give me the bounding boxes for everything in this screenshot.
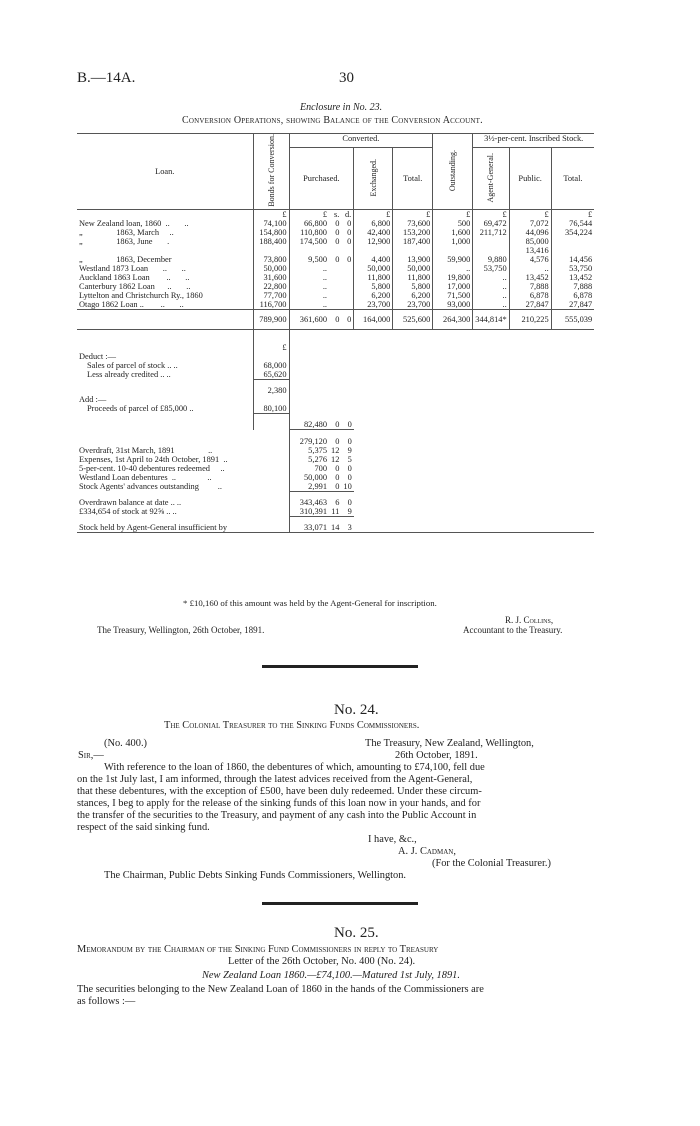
currency-mark: £ bbox=[433, 210, 473, 220]
letter-addressee: The Chairman, Public Debts Sinking Funds Commissioners, Wellington. bbox=[104, 870, 407, 881]
exchanged-value: 42,400 bbox=[354, 228, 393, 237]
header-public: Public. bbox=[509, 148, 551, 210]
purchased-value: .. bbox=[289, 282, 329, 291]
bonds-value: 188,400 bbox=[253, 237, 289, 246]
total-exchanged: 164,000 bbox=[354, 310, 393, 330]
header-total: Total. bbox=[393, 148, 433, 210]
purchased-s bbox=[329, 273, 341, 282]
account-item-value: 50,000 bbox=[289, 473, 329, 482]
net-sum-s: 0 bbox=[335, 420, 340, 429]
net-sum-d: 0 bbox=[347, 420, 352, 429]
purchased-value: 174,500 bbox=[289, 237, 329, 246]
table-row bbox=[77, 246, 594, 255]
bonds-value: 73,800 bbox=[253, 255, 289, 264]
bonds-value: 77,700 bbox=[253, 291, 289, 300]
loan-name: Lyttelton and Christchurch Ry., 1860 bbox=[79, 291, 203, 300]
letter-address: The Treasury, New Zealand, Wellington, bbox=[365, 738, 534, 749]
currency-mark: s. bbox=[334, 210, 340, 219]
add-label: Add :— bbox=[79, 395, 107, 404]
currency-mark: £ bbox=[289, 210, 329, 220]
letter-salutation: Sir,— bbox=[78, 750, 104, 761]
exchanged-value: 50,000 bbox=[354, 264, 393, 273]
public-value: 7,888 bbox=[509, 282, 551, 291]
outstanding-value: 1,600 bbox=[433, 228, 473, 237]
page-number: 30 bbox=[339, 70, 354, 86]
converted-total: 5,800 bbox=[393, 282, 433, 291]
net-sum: 82,480 bbox=[289, 414, 329, 430]
currency-mark: £ bbox=[393, 210, 433, 220]
stock-total: 14,456 bbox=[551, 255, 594, 264]
header-agent-general: Agent-General. bbox=[486, 152, 496, 203]
total-stock: 555,039 bbox=[551, 310, 594, 330]
credited-label: Less already credited .. .. bbox=[87, 369, 171, 379]
table-row bbox=[77, 282, 594, 291]
total-bonds: 789,900 bbox=[253, 310, 289, 330]
header-purchased: Purchased. bbox=[289, 148, 354, 210]
bonds-value: 74,100 bbox=[253, 219, 289, 228]
outstanding-value: 500 bbox=[433, 219, 473, 228]
purchased-d bbox=[341, 282, 353, 291]
purchased-d: 0 bbox=[347, 228, 352, 237]
currency-mark: £ bbox=[551, 210, 594, 220]
treasury-date: The Treasury, Wellington, 26th October, 1891. bbox=[97, 625, 265, 635]
total-purchased: 361,600 bbox=[289, 310, 329, 330]
purchased-s: 0 bbox=[335, 237, 340, 246]
public-value: 13,416 bbox=[509, 246, 551, 255]
letter-line: that these debentures, with the exception of £500, have been duly redeemed. Under these circum- bbox=[77, 786, 482, 797]
purchased-value bbox=[289, 246, 329, 255]
purchased-s: 0 bbox=[335, 228, 340, 237]
exchanged-value: 12,900 bbox=[354, 237, 393, 246]
header-converted: Converted. bbox=[289, 134, 433, 148]
public-value: 6,878 bbox=[509, 291, 551, 300]
letter-ref: (No. 400.) bbox=[104, 738, 147, 749]
sales-value: 68,000 bbox=[253, 361, 289, 370]
account-item-label: 5-per-cent. 10-40 debentures redeemed .. bbox=[79, 463, 225, 473]
table-row bbox=[77, 255, 594, 264]
stock-total: 27,847 bbox=[551, 300, 594, 310]
bonds-value: 22,800 bbox=[253, 282, 289, 291]
outstanding-value bbox=[433, 246, 473, 255]
public-value: 44,096 bbox=[509, 228, 551, 237]
account-item-s: 0 bbox=[335, 481, 340, 491]
account-item-label: Expenses, 1st April to 24th October, 1891 .. bbox=[79, 454, 228, 464]
account-item-s: 0 bbox=[335, 463, 340, 473]
credited-value: 65,620 bbox=[253, 370, 289, 380]
stock-value-d: 9 bbox=[347, 507, 352, 516]
account-item-row bbox=[77, 455, 594, 464]
header-bonds: Bonds for Conversion. bbox=[266, 134, 276, 207]
purchased-s bbox=[329, 264, 341, 273]
sales-label: Sales of parcel of stock .. .. bbox=[87, 360, 178, 370]
outstanding-value: 59,900 bbox=[433, 255, 473, 264]
table-row bbox=[77, 273, 594, 282]
public-value: 13,452 bbox=[509, 273, 551, 282]
insufficient-value-d: 3 bbox=[341, 517, 353, 533]
account-item-d: 9 bbox=[347, 445, 352, 455]
loan-name: Canterbury 1862 Loan .. .. bbox=[79, 282, 191, 291]
purchased-d bbox=[341, 246, 353, 255]
currency-mark: £ bbox=[253, 210, 289, 220]
purchased-d: 0 bbox=[347, 219, 352, 228]
agent-general-value: .. bbox=[473, 300, 509, 310]
loan-name bbox=[77, 246, 253, 255]
stock-total: 7,888 bbox=[551, 282, 594, 291]
purchased-value: 110,800 bbox=[289, 228, 329, 237]
stock-value: 310,391 bbox=[289, 507, 329, 517]
purchased-value: 66,800 bbox=[289, 219, 329, 228]
letter-line: stances, I beg to apply for the release of the sinking funds of this loan now in your hands, and for bbox=[77, 798, 481, 809]
header-exchanged: Exchanged. bbox=[368, 158, 378, 197]
bonds-value: 31,600 bbox=[253, 273, 289, 282]
section-heading-24: No. 24. bbox=[334, 702, 379, 718]
outstanding-value: 93,000 bbox=[433, 300, 473, 310]
bonds-value bbox=[253, 246, 289, 255]
balance-sum-d: 0 bbox=[341, 430, 353, 446]
public-value: 85,000 bbox=[509, 237, 551, 246]
account-item-row bbox=[77, 473, 594, 482]
letter-line: With reference to the loan of 1860, the debentures of which, amounting to £74,100, fell due bbox=[104, 762, 485, 773]
loan-name: Auckland 1863 Loan .. .. bbox=[79, 273, 190, 282]
converted-total: 13,900 bbox=[393, 255, 433, 264]
converted-total bbox=[393, 246, 433, 255]
account-item-d: 0 bbox=[347, 463, 352, 473]
purchased-d bbox=[341, 264, 353, 273]
converted-total: 50,000 bbox=[393, 264, 433, 273]
letter-closing: I have, &c., bbox=[368, 834, 417, 845]
letter-line: on the 1st July last, I am informed, through the latest advices received from the Agent-General, bbox=[77, 774, 473, 785]
balance-sum-s: 0 bbox=[329, 430, 341, 446]
conversion-table bbox=[77, 133, 594, 533]
signature-title: Accountant to the Treasury. bbox=[463, 625, 563, 635]
exchanged-value: 6,800 bbox=[354, 219, 393, 228]
agent-general-value: 53,750 bbox=[473, 264, 509, 273]
stock-total: 354,224 bbox=[551, 228, 594, 237]
agent-general-value: 9,880 bbox=[473, 255, 509, 264]
table-row bbox=[77, 300, 594, 310]
stock-total: 13,452 bbox=[551, 273, 594, 282]
letter-signer-role: (For the Colonial Treasurer.) bbox=[432, 858, 551, 869]
purchased-d bbox=[341, 300, 353, 310]
letter-line: respect of the said sinking fund. bbox=[77, 822, 210, 833]
loan-name: Westland 1873 Loan .. .. bbox=[79, 264, 186, 273]
letter-date: 26th October, 1891. bbox=[395, 750, 478, 761]
account-item-label: Overdraft, 31st March, 1891 .. bbox=[79, 445, 213, 455]
memo-body-2: as follows :— bbox=[77, 996, 136, 1007]
public-value: 7,072 bbox=[509, 219, 551, 228]
header-inscribed: 3½-per-cent. Inscribed Stock. bbox=[473, 134, 594, 148]
account-item-value: 700 bbox=[289, 464, 329, 473]
proceeds-label: Proceeds of parcel of £85,000 .. bbox=[87, 404, 194, 413]
section-heading-25: No. 25. bbox=[334, 925, 379, 941]
account-item-s: 12 bbox=[331, 454, 340, 464]
balance-sum: 279,120 bbox=[289, 430, 329, 446]
converted-total: 23,700 bbox=[393, 300, 433, 310]
total-purchased-d: 0 bbox=[347, 315, 352, 324]
total-purchased-s: 0 bbox=[335, 315, 340, 324]
currency-mark: £ bbox=[354, 210, 393, 220]
purchased-value: .. bbox=[289, 264, 329, 273]
header-loan: Loan. bbox=[155, 167, 175, 176]
purchased-s bbox=[329, 300, 341, 310]
total-converted: 525,600 bbox=[393, 310, 433, 330]
letter-signer: A. J. Cadman, bbox=[398, 846, 456, 857]
account-item-value: 5,276 bbox=[289, 455, 329, 464]
loan-name: „ 1863, March .. bbox=[79, 228, 174, 237]
purchased-s bbox=[329, 291, 341, 300]
purchased-d bbox=[341, 273, 353, 282]
stock-total bbox=[551, 246, 594, 255]
memo-line-2: Letter of the 26th October, No. 400 (No. 24). bbox=[228, 956, 416, 967]
account-item-row bbox=[77, 464, 594, 473]
outstanding-value: 71,500 bbox=[433, 291, 473, 300]
loan-name: Otago 1862 Loan .. .. .. bbox=[79, 300, 184, 309]
purchased-d: 0 bbox=[347, 237, 352, 246]
converted-total: 11,800 bbox=[393, 273, 433, 282]
overdrawn-value-s: 6 bbox=[329, 491, 341, 507]
divider bbox=[262, 902, 418, 905]
currency-mark: £ bbox=[253, 330, 289, 352]
purchased-value: 9,500 bbox=[289, 255, 329, 264]
account-item-row bbox=[77, 446, 594, 455]
proceeds-value: 80,100 bbox=[253, 404, 289, 414]
agent-general-value bbox=[473, 237, 509, 246]
footnote: * £10,160 of this amount was held by the Agent-General for inscription. bbox=[183, 598, 437, 608]
table-row bbox=[77, 291, 594, 300]
converted-total: 6,200 bbox=[393, 291, 433, 300]
agent-general-value: 69,472 bbox=[473, 219, 509, 228]
outstanding-value: .. bbox=[433, 264, 473, 273]
outstanding-value: 17,000 bbox=[433, 282, 473, 291]
account-item-row bbox=[77, 482, 594, 492]
exchanged-value: 4,400 bbox=[354, 255, 393, 264]
currency-mark: £ bbox=[473, 210, 509, 220]
loan-name: „ 1863, December bbox=[79, 255, 172, 264]
stock-value-s: 11 bbox=[331, 507, 340, 516]
purchased-s bbox=[329, 282, 341, 291]
exchanged-value: 11,800 bbox=[354, 273, 393, 282]
converted-total: 187,400 bbox=[393, 237, 433, 246]
converted-total: 153,200 bbox=[393, 228, 433, 237]
insufficient-value-s: 14 bbox=[329, 517, 341, 533]
currency-mark: d. bbox=[344, 210, 352, 219]
bonds-value: 154,800 bbox=[253, 228, 289, 237]
purchased-s bbox=[329, 246, 341, 255]
stock-total: 53,750 bbox=[551, 264, 594, 273]
account-item-value: 2,991 bbox=[289, 482, 329, 492]
table-caption: Conversion Operations, showing Balance of the Conversion Account. bbox=[182, 115, 483, 126]
purchased-value: .. bbox=[289, 273, 329, 282]
public-value: .. bbox=[509, 264, 551, 273]
divider bbox=[262, 665, 418, 668]
exchanged-value: 23,700 bbox=[354, 300, 393, 310]
currency-mark: £ bbox=[509, 210, 551, 220]
stock-total bbox=[551, 237, 594, 246]
agent-general-value: .. bbox=[473, 273, 509, 282]
outstanding-value: 1,000 bbox=[433, 237, 473, 246]
header-total-stock: Total. bbox=[551, 148, 594, 210]
account-item-d: 5 bbox=[347, 454, 352, 464]
memo-line-1: Memorandum by the Chairman of the Sinking Fund Commissioners in reply to Treasury bbox=[77, 944, 439, 955]
stock-total: 76,544 bbox=[551, 219, 594, 228]
loan-name: „ 1863, June . bbox=[79, 237, 170, 246]
account-item-value: 5,375 bbox=[289, 446, 329, 455]
table-row bbox=[77, 264, 594, 273]
total-agent-general: 344,814* bbox=[473, 310, 509, 330]
account-item-d: 10 bbox=[343, 481, 352, 491]
stock-total: 6,878 bbox=[551, 291, 594, 300]
overdrawn-value-d: 0 bbox=[341, 491, 353, 507]
overdrawn-label: Overdrawn balance at date .. .. bbox=[79, 498, 182, 507]
account-item-s: 0 bbox=[335, 472, 340, 482]
purchased-value: .. bbox=[289, 291, 329, 300]
difference-value: 2,380 bbox=[253, 379, 289, 395]
total-public: 210,225 bbox=[509, 310, 551, 330]
public-value: 27,847 bbox=[509, 300, 551, 310]
purchased-s: 0 bbox=[335, 255, 340, 264]
page-reference: B.—14A. bbox=[77, 70, 136, 86]
converted-total: 73,600 bbox=[393, 219, 433, 228]
bonds-value: 116,700 bbox=[253, 300, 289, 310]
agent-general-value: 211,712 bbox=[473, 228, 509, 237]
table-row bbox=[77, 219, 594, 228]
bonds-value: 50,000 bbox=[253, 264, 289, 273]
signature-name: R. J. Collins, bbox=[505, 615, 554, 625]
exchanged-value: 5,800 bbox=[354, 282, 393, 291]
memo-body-1: The securities belonging to the New Zealand Loan of 1860 in the hands of the Commissioners are bbox=[77, 984, 484, 995]
deduct-label: Deduct :— bbox=[79, 351, 116, 361]
header-outstanding: Outstanding. bbox=[448, 149, 458, 192]
account-item-d: 0 bbox=[347, 472, 352, 482]
account-item-label: Stock Agents' advances outstanding .. bbox=[79, 481, 222, 491]
stock-label: £334,654 of stock at 92⅝ .. .. bbox=[79, 507, 177, 516]
account-item-label: Westland Loan debentures .. .. bbox=[79, 472, 212, 482]
agent-general-value: .. bbox=[473, 291, 509, 300]
insufficient-value: 33,071 bbox=[289, 517, 329, 533]
section-title-24: The Colonial Treasurer to the Sinking Funds Commissioners. bbox=[164, 720, 420, 731]
exchanged-value bbox=[354, 246, 393, 255]
agent-general-value bbox=[473, 246, 509, 255]
exchanged-value: 6,200 bbox=[354, 291, 393, 300]
purchased-s: 0 bbox=[335, 219, 340, 228]
public-value: 4,576 bbox=[509, 255, 551, 264]
purchased-d bbox=[341, 291, 353, 300]
total-outstanding: 264,300 bbox=[433, 310, 473, 330]
overdrawn-value: 343,463 bbox=[289, 491, 329, 507]
table-row bbox=[77, 237, 594, 246]
outstanding-value: 19,800 bbox=[433, 273, 473, 282]
agent-general-value: .. bbox=[473, 282, 509, 291]
insufficient-label: Stock held by Agent-General insufficient by bbox=[79, 523, 228, 532]
letter-line: the transfer of the securities to the Treasury, and payment of any cash into the Public Account in bbox=[77, 810, 477, 821]
memo-subtitle: New Zealand Loan 1860.—£74,100.—Matured 1st July, 1891. bbox=[202, 970, 460, 981]
purchased-d: 0 bbox=[347, 255, 352, 264]
loan-name: New Zealand loan, 1860 .. .. bbox=[79, 219, 189, 228]
account-item-s: 12 bbox=[331, 445, 340, 455]
enclosure-label: Enclosure in No. 23. bbox=[300, 102, 383, 113]
table-row bbox=[77, 228, 594, 237]
purchased-value: .. bbox=[289, 300, 329, 310]
